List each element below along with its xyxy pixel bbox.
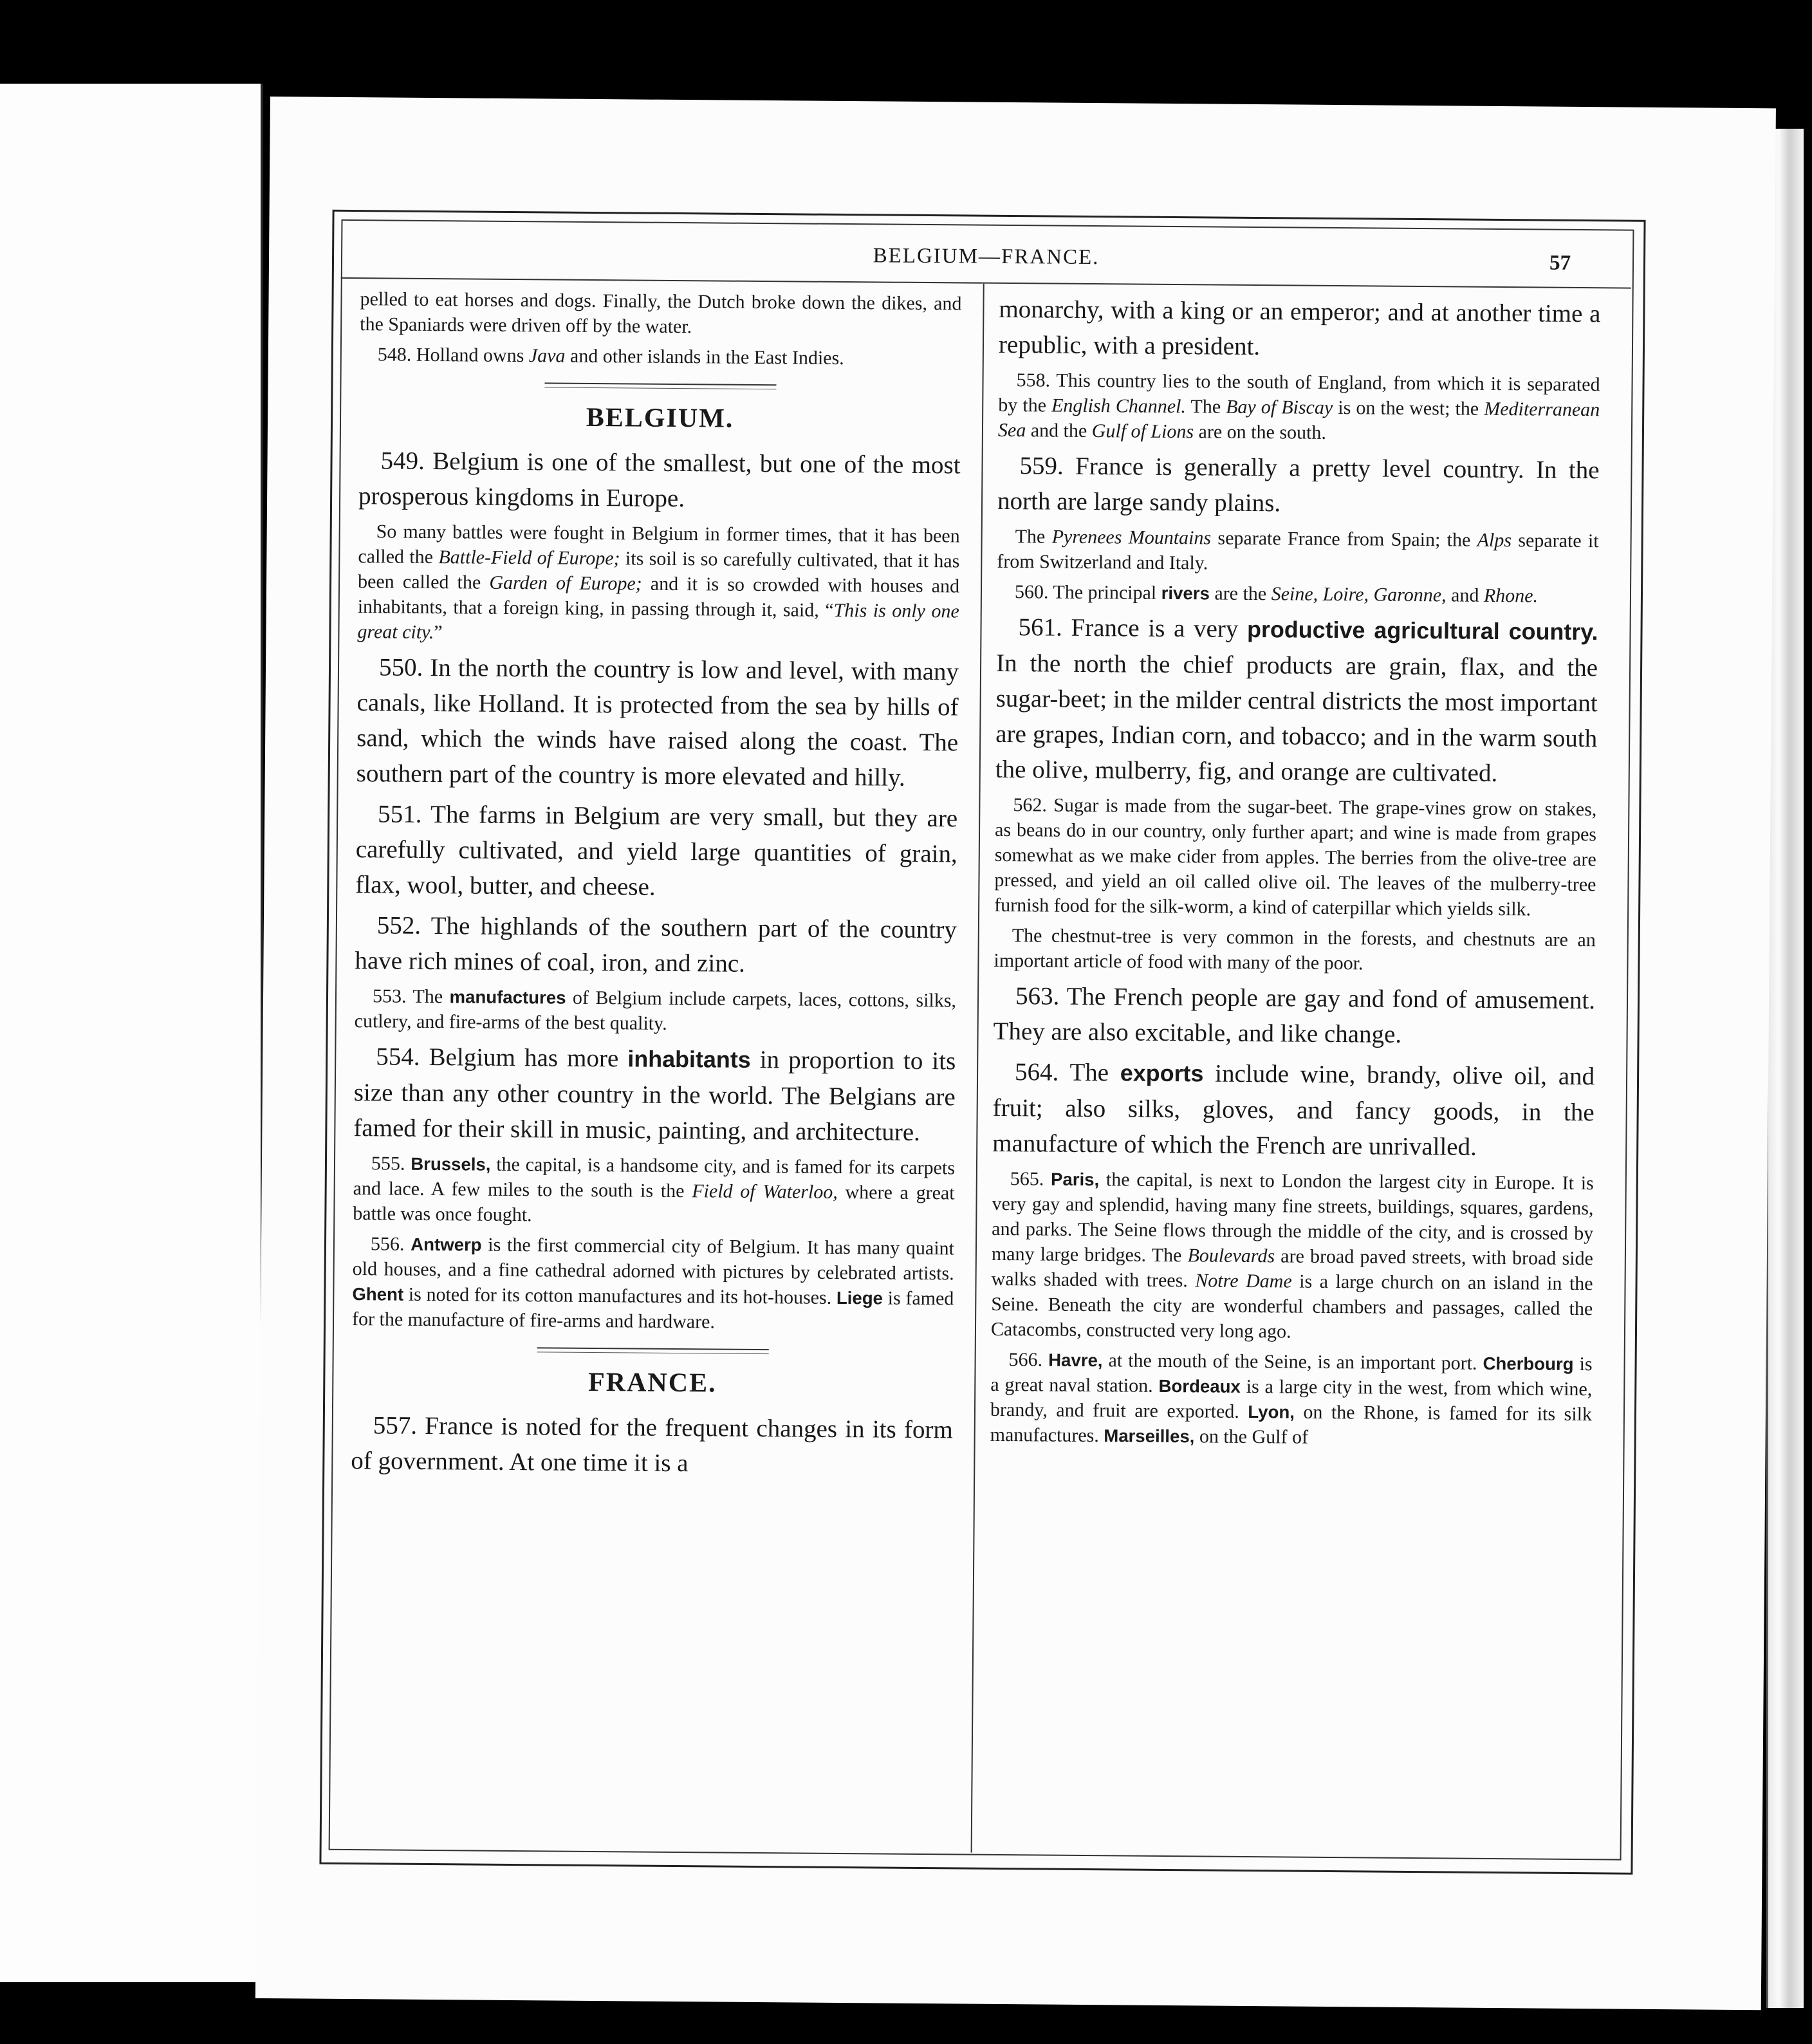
paragraph-560: 560. The principal rivers are the Seine, Loire, Garonne, and Rhone.: [1014, 581, 1539, 607]
paragraph-561: 561. France is a very productive agricultural country. In the north the chief products are grain, flax, and the sugar-beet; in the milder central districts the most important are grapes, Indian corn, and tobacco; and in the warm south the olive, mulberry, fig, and orange are cultivated.: [995, 613, 1598, 788]
paragraph-562: 562. Sugar is made from the sugar-beet. The grape-vines grow on stakes, as beans do in our country, only further apart; and wine is made from grapes somewhat as we make cider from apples. The berries from the olive-tree are pressed, and yield an oil called olive oil. The leaves of the mulberry-tree furnish food for the silk-worm, a kind of caterpillar which yields silk.: [994, 794, 1597, 920]
paragraph-556: 556. Antwerp is the first commercial city of Belgium. It has many quaint old houses, and a fine cathedral adorned with pictures by celebrated artists. Ghent is noted for its cotton manufactures and its hot-houses. Liege is famed for the manufacture of fire-arms and hardware.: [351, 1233, 955, 1333]
paragraph-552: 552. The highlands of the southern part of the country have rich mines of coal, iron, and zinc.: [355, 911, 957, 978]
book-page: [255, 97, 1776, 2010]
left-column: [351, 286, 962, 1488]
paragraph-549: 549. Belgium is one of the smallest, but one of the most prosperous kingdoms in Europe.: [358, 447, 961, 513]
paragraph-557-continued: monarchy, with a king or an emperor; and at another time a republic, with a president.: [998, 295, 1601, 361]
right-column: [990, 292, 1600, 1457]
running-title: BELGIUM—FRANCE.: [873, 244, 1100, 270]
section-divider: [537, 1347, 768, 1354]
section-title-france: FRANCE.: [587, 1367, 717, 1398]
note-549: So many battles were fought in Belgium in former times, that it has been called the Battle-Field of Europe; its soil is so carefully cultivated, that it has been called the Garden of Europe; and it is so crowded with houses and inhabitants, that a foreign king, in passing through it, said, “This is only one great city.”: [357, 521, 960, 644]
paragraph-558: 558. This country lies to the south of England, from which it is separated by the English Channel. The Bay of Biscay is on the west; the Mediterranean Sea and the Gulf of Lions are on the south.: [997, 369, 1600, 443]
paragraph-557: 557. France is noted for the frequent changes in its form of government. At one time it is a: [351, 1411, 953, 1478]
paragraph-547-continued: pelled to eat horses and dogs. Finally, the Dutch broke down the dikes, and the Spaniards were driven off by the water.: [360, 288, 962, 338]
paragraph-565: 565. Paris, the capital, is next to London the largest city in Europe. It is very gay and splendid, having many fine streets, buildings, squares, gardens, and parks. The Seine flows through the middle of the city, and is crossed by many large bridges. The Boulevards are broad paved streets, with broad side walks shaded with trees. Notre Dame is a large church on an island in the Seine. Beneath the city are wonderful chambers and passages, called the Catacombs, constructed very long ago.: [990, 1168, 1594, 1343]
facing-page: [0, 84, 263, 1982]
paragraph-554: 554. Belgium has more inhabitants in proportion to its size than any other country in the world. The Belgians are famed for their skill in music, painting, and architecture.: [353, 1043, 956, 1146]
paragraph-555: 555. Brussels, the capital, is a handsome city, and is famed for its carpets and lace. A few miles to the south is the Field of Waterloo, where a great battle was once fought.: [353, 1153, 956, 1226]
paragraph-564: 564. The exports include wine, brandy, olive oil, and fruit; also silks, gloves, and fancy goods, in the manufacture of which the French are unrivalled.: [992, 1058, 1595, 1161]
note-559: The Pyrenees Mountains separate France from Spain; the Alps separate it from Switzerland and Italy.: [997, 526, 1599, 574]
section-title-belgium: BELGIUM.: [586, 402, 734, 434]
paragraph-550: 550. In the north the country is low and level, with many canals, like Holland. It is protected from the sea by hills of sand, which the winds have raised along the coast. The southern part of the country is more elevated and hilly.: [356, 653, 959, 792]
paragraph-563: 563. The French people are gay and fond of amusement. They are also excitable, and like change.: [993, 982, 1596, 1048]
paragraph-553: 553. The manufactures of Belgium include carpets, laces, cottons, silks, cutlery, and fire-arms of the best quality.: [354, 985, 957, 1034]
paragraph-559: 559. France is generally a pretty level country. In the north are large sandy plains.: [997, 452, 1600, 517]
paragraph-551: 551. The farms in Belgium are very small, but they are carefully cultivated, and yield large quantities of grain, flax, wool, butter, and cheese.: [355, 800, 958, 901]
paragraph-548: 548. Holland owns Java and other islands in the East Indies.: [377, 344, 844, 369]
note-562: The chestnut-tree is very common in the forests, and chestnuts are an important article of food with many of the poor.: [994, 925, 1596, 974]
section-divider: [544, 382, 776, 389]
page-number: 57: [1549, 251, 1571, 275]
paragraph-566: 566. Havre, at the mouth of the Seine, is an important port. Cherbourg is a great naval station. Bordeaux is a large city in the west, from which wine, brandy, and fruit are exported. Lyon, on the Rhone, is famed for its silk manufactures. Marseilles, on the Gulf of: [990, 1349, 1593, 1448]
